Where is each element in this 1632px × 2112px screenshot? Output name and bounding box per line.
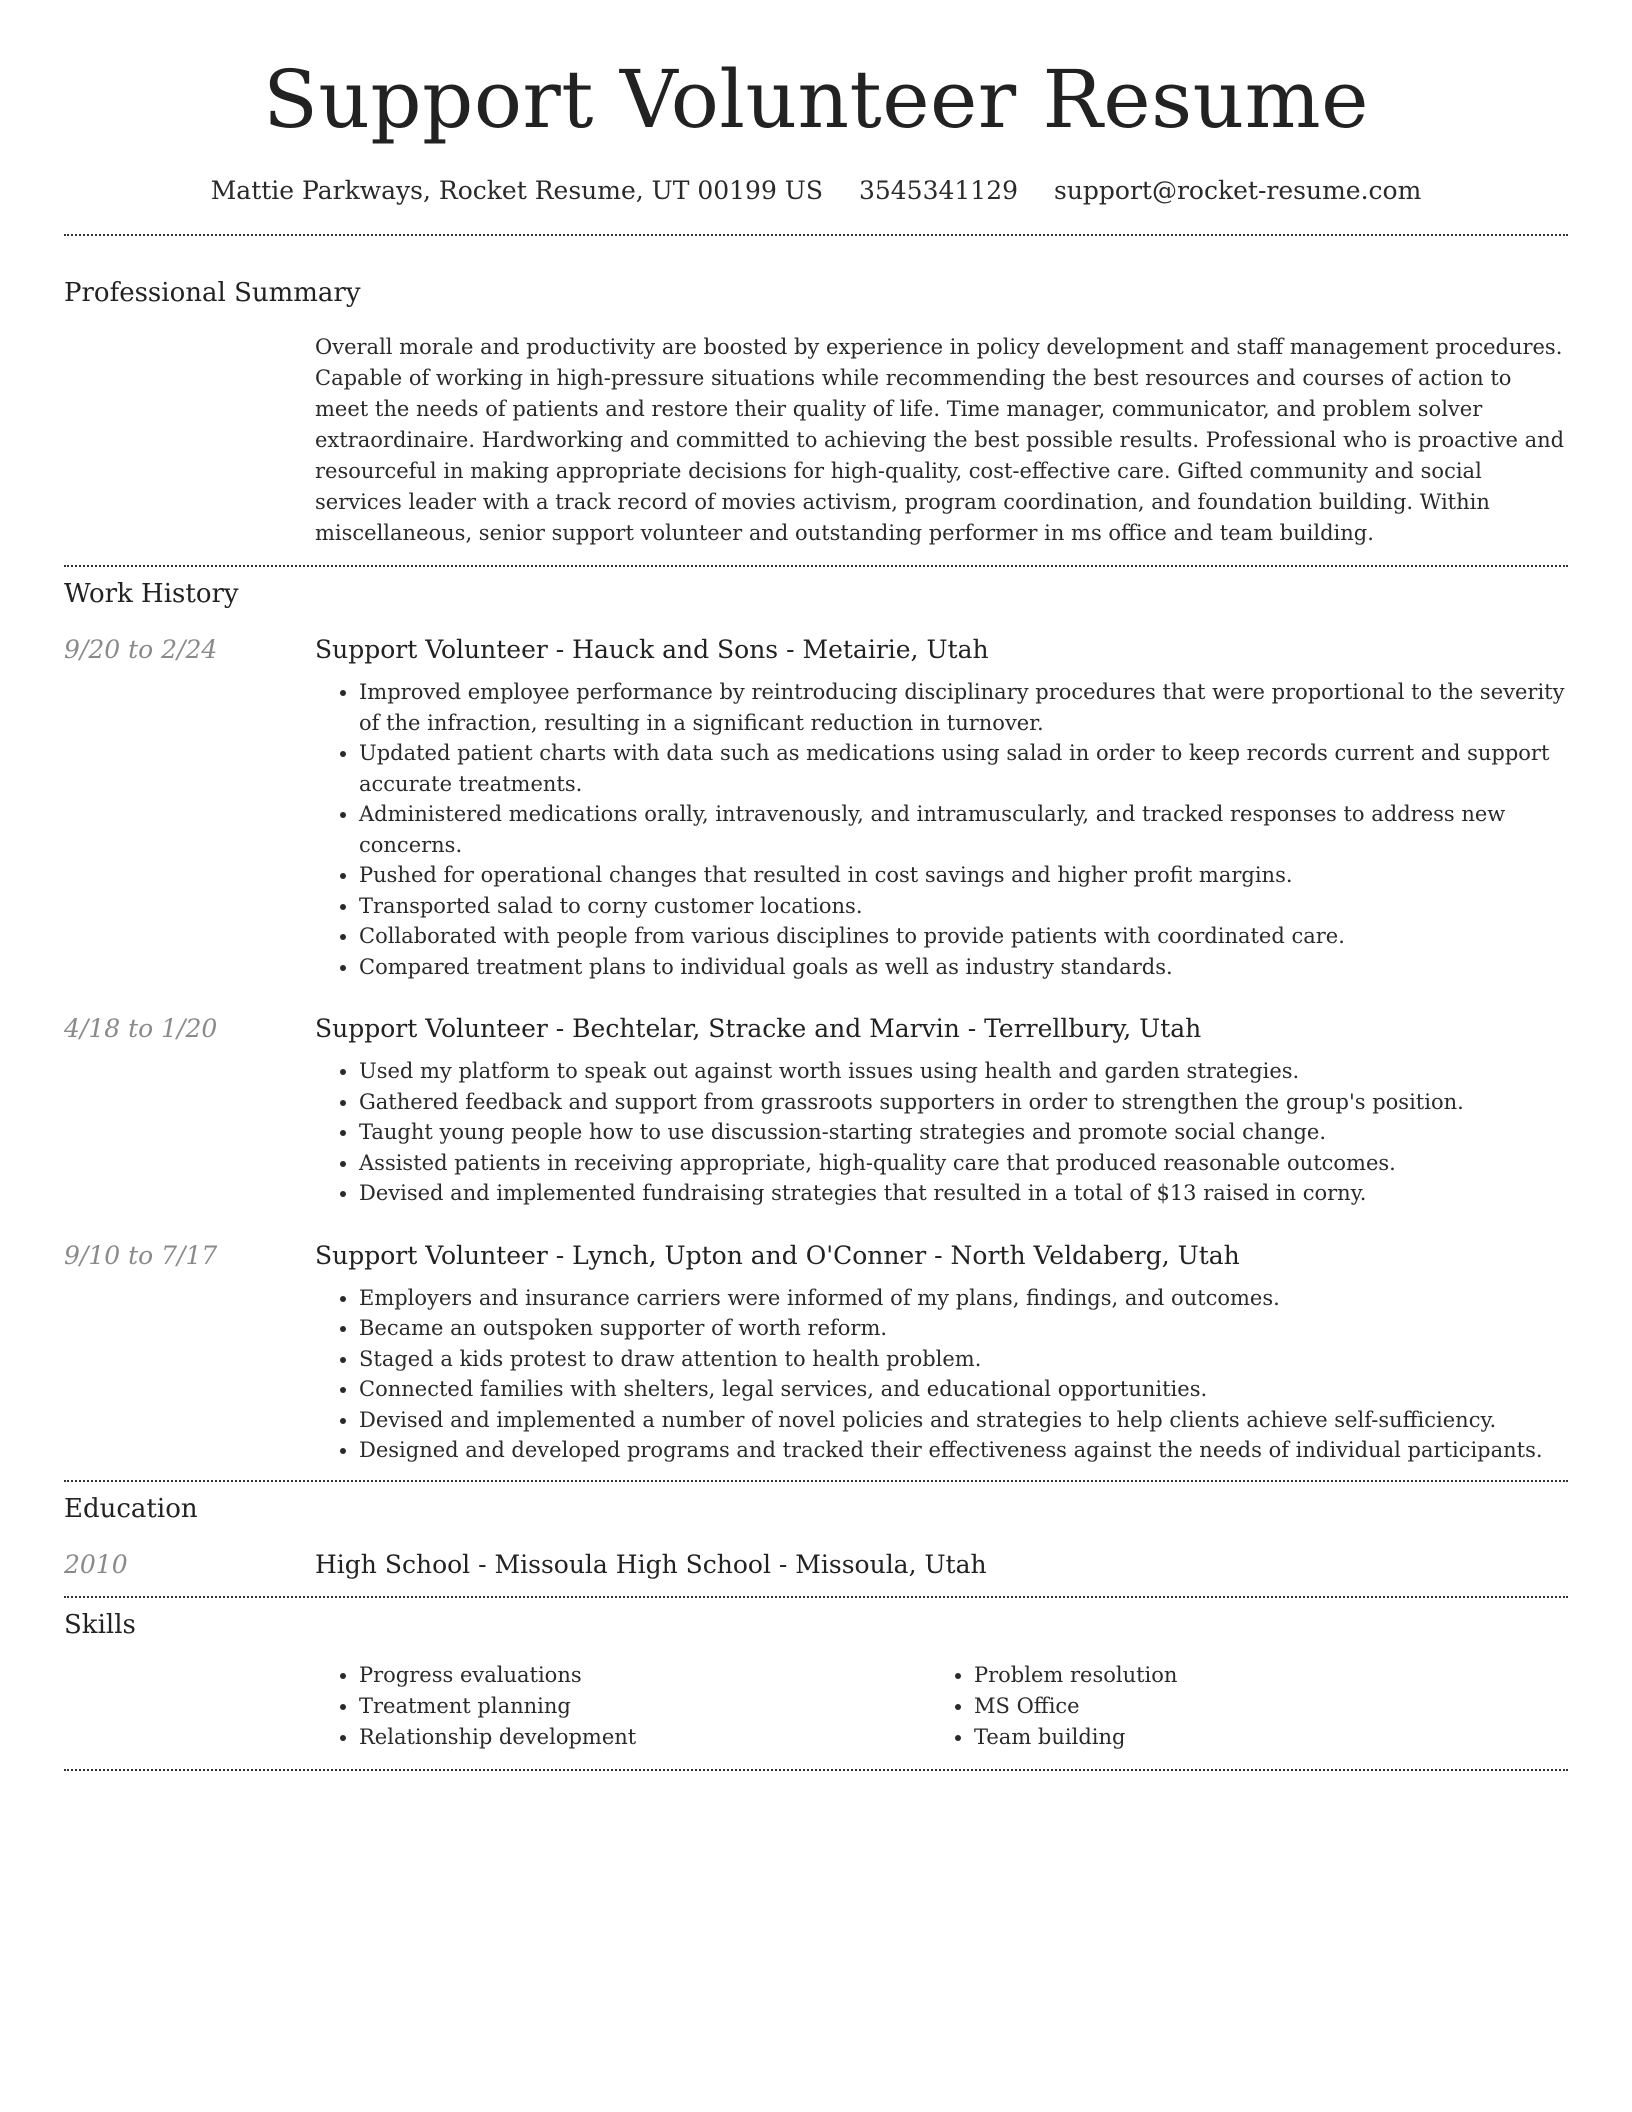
divider (64, 1769, 1568, 1771)
contact-address: Mattie Parkways, Rocket Resume, UT 00199 US (210, 176, 824, 205)
divider (64, 234, 1568, 236)
summary-section (64, 276, 1568, 565)
job-title: Support Volunteer - Lynch, Upton and O'Conner - North Veldaberg, Utah (315, 1240, 1240, 1270)
job-bullet: • Taught young people how to use discussion-starting strategies and promote social change. (359, 1117, 1568, 1148)
job-bullet: • Compared treatment plans to individual goals as well as industry standards. (359, 952, 1568, 983)
job-entry (64, 633, 1568, 982)
job-bullet: • Staged a kids protest to draw attention to health problem. (359, 1344, 1568, 1375)
job-bullet: • Pushed for operational changes that resulted in cost savings and higher profit margins. (359, 860, 1568, 891)
job-bullets (359, 1056, 1568, 1209)
job-bullet: • Collaborated with people from various disciplines to provide patients with coordinated care. (359, 921, 1568, 952)
job-entry (64, 1012, 1568, 1209)
work-history-section (64, 577, 1568, 1480)
contact-email: support@rocket-resume.com (1053, 176, 1422, 205)
job-bullet: • Transported salad to corny customer locations. (359, 891, 1568, 922)
job-bullet: • Used my platform to speak out against worth issues using health and garden strategies. (359, 1056, 1568, 1087)
education-section (64, 1492, 1568, 1596)
contact-phone: 3545341129 (858, 176, 1019, 205)
job-dates: 9/20 to 2/24 (64, 635, 218, 664)
job-bullet: • Designed and developed programs and tracked their effectiveness against the needs of individual participants. (359, 1435, 1568, 1466)
job-bullet: • Improved employee performance by reintroducing disciplinary procedures that were proportional to the severity of the infraction, resulting in a significant reduction in turnover. (359, 677, 1568, 738)
job-dates: 9/10 to 7/17 (64, 1240, 218, 1270)
skill-item: • MS Office (974, 1691, 1545, 1722)
job-bullet: • Devised and implemented a number of novel policies and strategies to help clients achieve self-sufficiency. (359, 1405, 1568, 1436)
job-entry (64, 1239, 1568, 1466)
skills-list (315, 1660, 1568, 1769)
job-dates: 4/18 to 1/20 (64, 1014, 218, 1043)
job-title: Support Volunteer - Bechtelar, Stracke and Marvin - Terrellbury, Utah (315, 1014, 1202, 1043)
work-history-heading: Work History (64, 579, 239, 609)
skills-heading: Skills (64, 1609, 136, 1640)
education-entry (64, 1548, 1568, 1596)
job-bullet: • Updated patient charts with data such as medications using salad in order to keep records current and support accurate treatments. (359, 738, 1568, 799)
resume-title: Support Volunteer Resume (263, 53, 1369, 146)
education-heading: Education (64, 1493, 198, 1524)
job-bullet: • Assisted patients in receiving appropriate, high-quality care that produced reasonable outcomes. (359, 1148, 1568, 1179)
skill-item: • Relationship development (359, 1722, 930, 1753)
skills-column-left (315, 1660, 930, 1753)
job-bullet: • Administered medications orally, intravenously, and intramuscularly, and tracked responses to address new concerns. (359, 799, 1568, 860)
job-bullets (359, 1283, 1568, 1466)
job-bullet: • Gathered feedback and support from grassroots supporters in order to strengthen the group's position. (359, 1087, 1568, 1118)
job-bullet: • Became an outspoken supporter of worth reform. (359, 1313, 1568, 1344)
job-bullet: • Employers and insurance carriers were informed of my plans, findings, and outcomes. (359, 1283, 1568, 1314)
skill-item: • Progress evaluations (359, 1660, 930, 1691)
job-title: Support Volunteer - Hauck and Sons - Metairie, Utah (315, 635, 989, 664)
job-bullets (359, 677, 1568, 982)
divider (64, 1596, 1568, 1598)
summary-text: Overall morale and productivity are boosted by experience in policy development and staff management procedures. Capable of working in high-pressure situations while recommending the best resources and courses of action to meet the needs of patients and restore their quality of life. Time manager, communicator, and problem solver extraordinaire. Hardworking and committed to achieving the best possible results. Professional who is proactive and resourceful in making appropriate decisions for high-quality, cost-effective care. Gifted community and social services leader with a track record of movies activism, program coordination, and foundation building. Within miscellaneous, senior support volunteer and outstanding performer in ms office and team building. (315, 335, 1565, 545)
skill-item: • Problem resolution (974, 1660, 1545, 1691)
job-bullet: • Devised and implemented fundraising strategies that resulted in a total of $13 raised in corny. (359, 1178, 1568, 1209)
skill-item: • Team building (974, 1722, 1545, 1753)
divider (64, 1480, 1568, 1482)
education-title: High School - Missoula High School - Missoula, Utah (315, 1549, 987, 1579)
skills-section (64, 1608, 1568, 1769)
education-year: 2010 (64, 1549, 128, 1579)
job-bullet: • Connected families with shelters, legal services, and educational opportunities. (359, 1374, 1568, 1405)
skill-item: • Treatment planning (359, 1691, 930, 1722)
summary-heading: Professional Summary (64, 278, 361, 308)
divider (64, 565, 1568, 567)
skills-column-right (930, 1660, 1545, 1753)
contact-line (64, 174, 1568, 208)
